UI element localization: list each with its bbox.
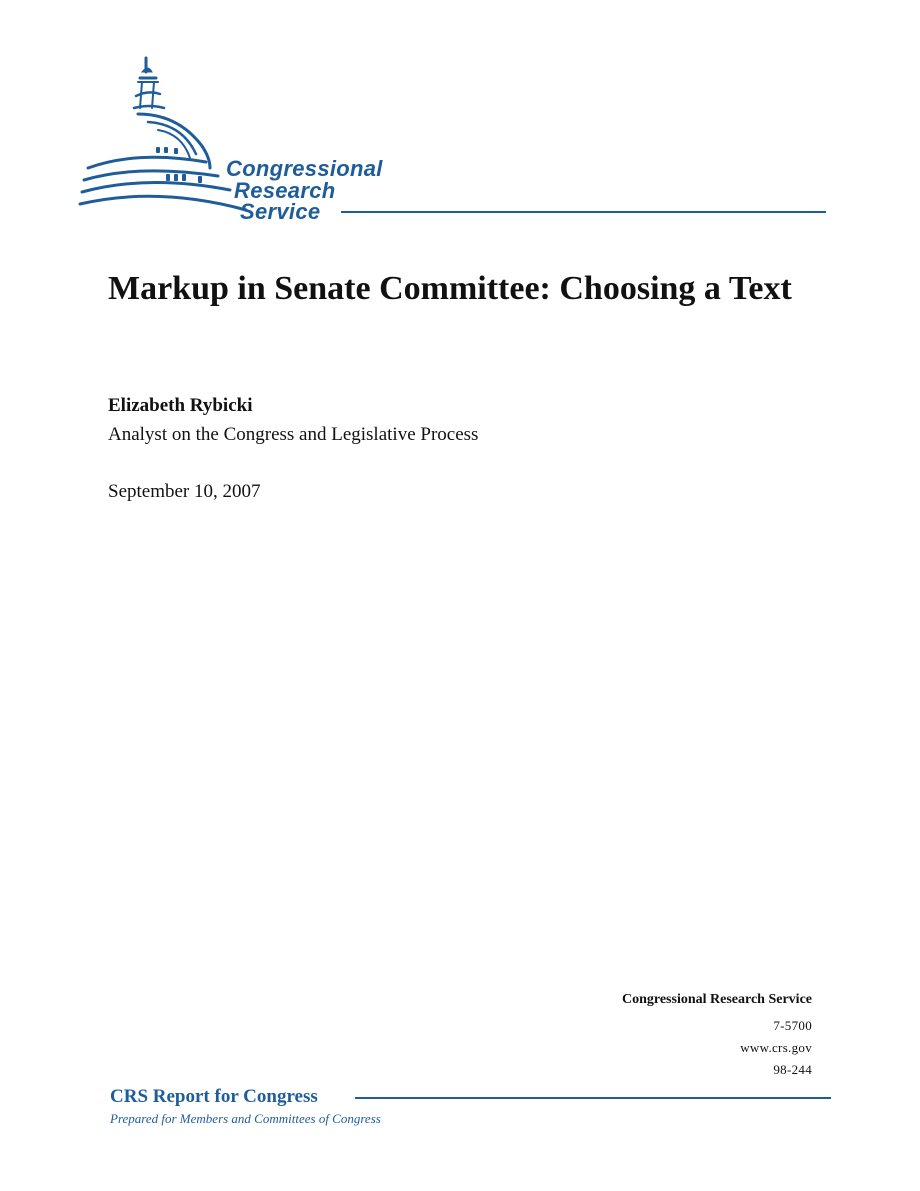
- logo-text-research: Research: [234, 178, 336, 203]
- crs-report-rule: [355, 1097, 831, 1099]
- capitol-dome-icon: [78, 50, 248, 230]
- logo-rule: [341, 211, 826, 213]
- author-name: Elizabeth Rybicki: [108, 395, 253, 416]
- report-title: Markup in Senate Committee: Choosing a Text: [108, 270, 792, 307]
- crs-logo: [78, 50, 838, 230]
- crs-report-tagline: Prepared for Members and Committees of Congress: [110, 1111, 381, 1126]
- crs-report-series: CRS Report for Congress: [110, 1086, 318, 1107]
- logo-text-service: Service: [240, 199, 321, 224]
- footer-website: www.crs.gov: [740, 1040, 812, 1055]
- footer-report-number: 98-244: [773, 1062, 812, 1077]
- logo-text-congressional: Congressional: [226, 156, 383, 181]
- report-date: September 10, 2007: [108, 481, 261, 502]
- footer-organization: Congressional Research Service: [621, 992, 812, 1007]
- author-title: Analyst on the Congress and Legislative Process: [108, 424, 479, 445]
- footer-phone: 7-5700: [773, 1018, 812, 1033]
